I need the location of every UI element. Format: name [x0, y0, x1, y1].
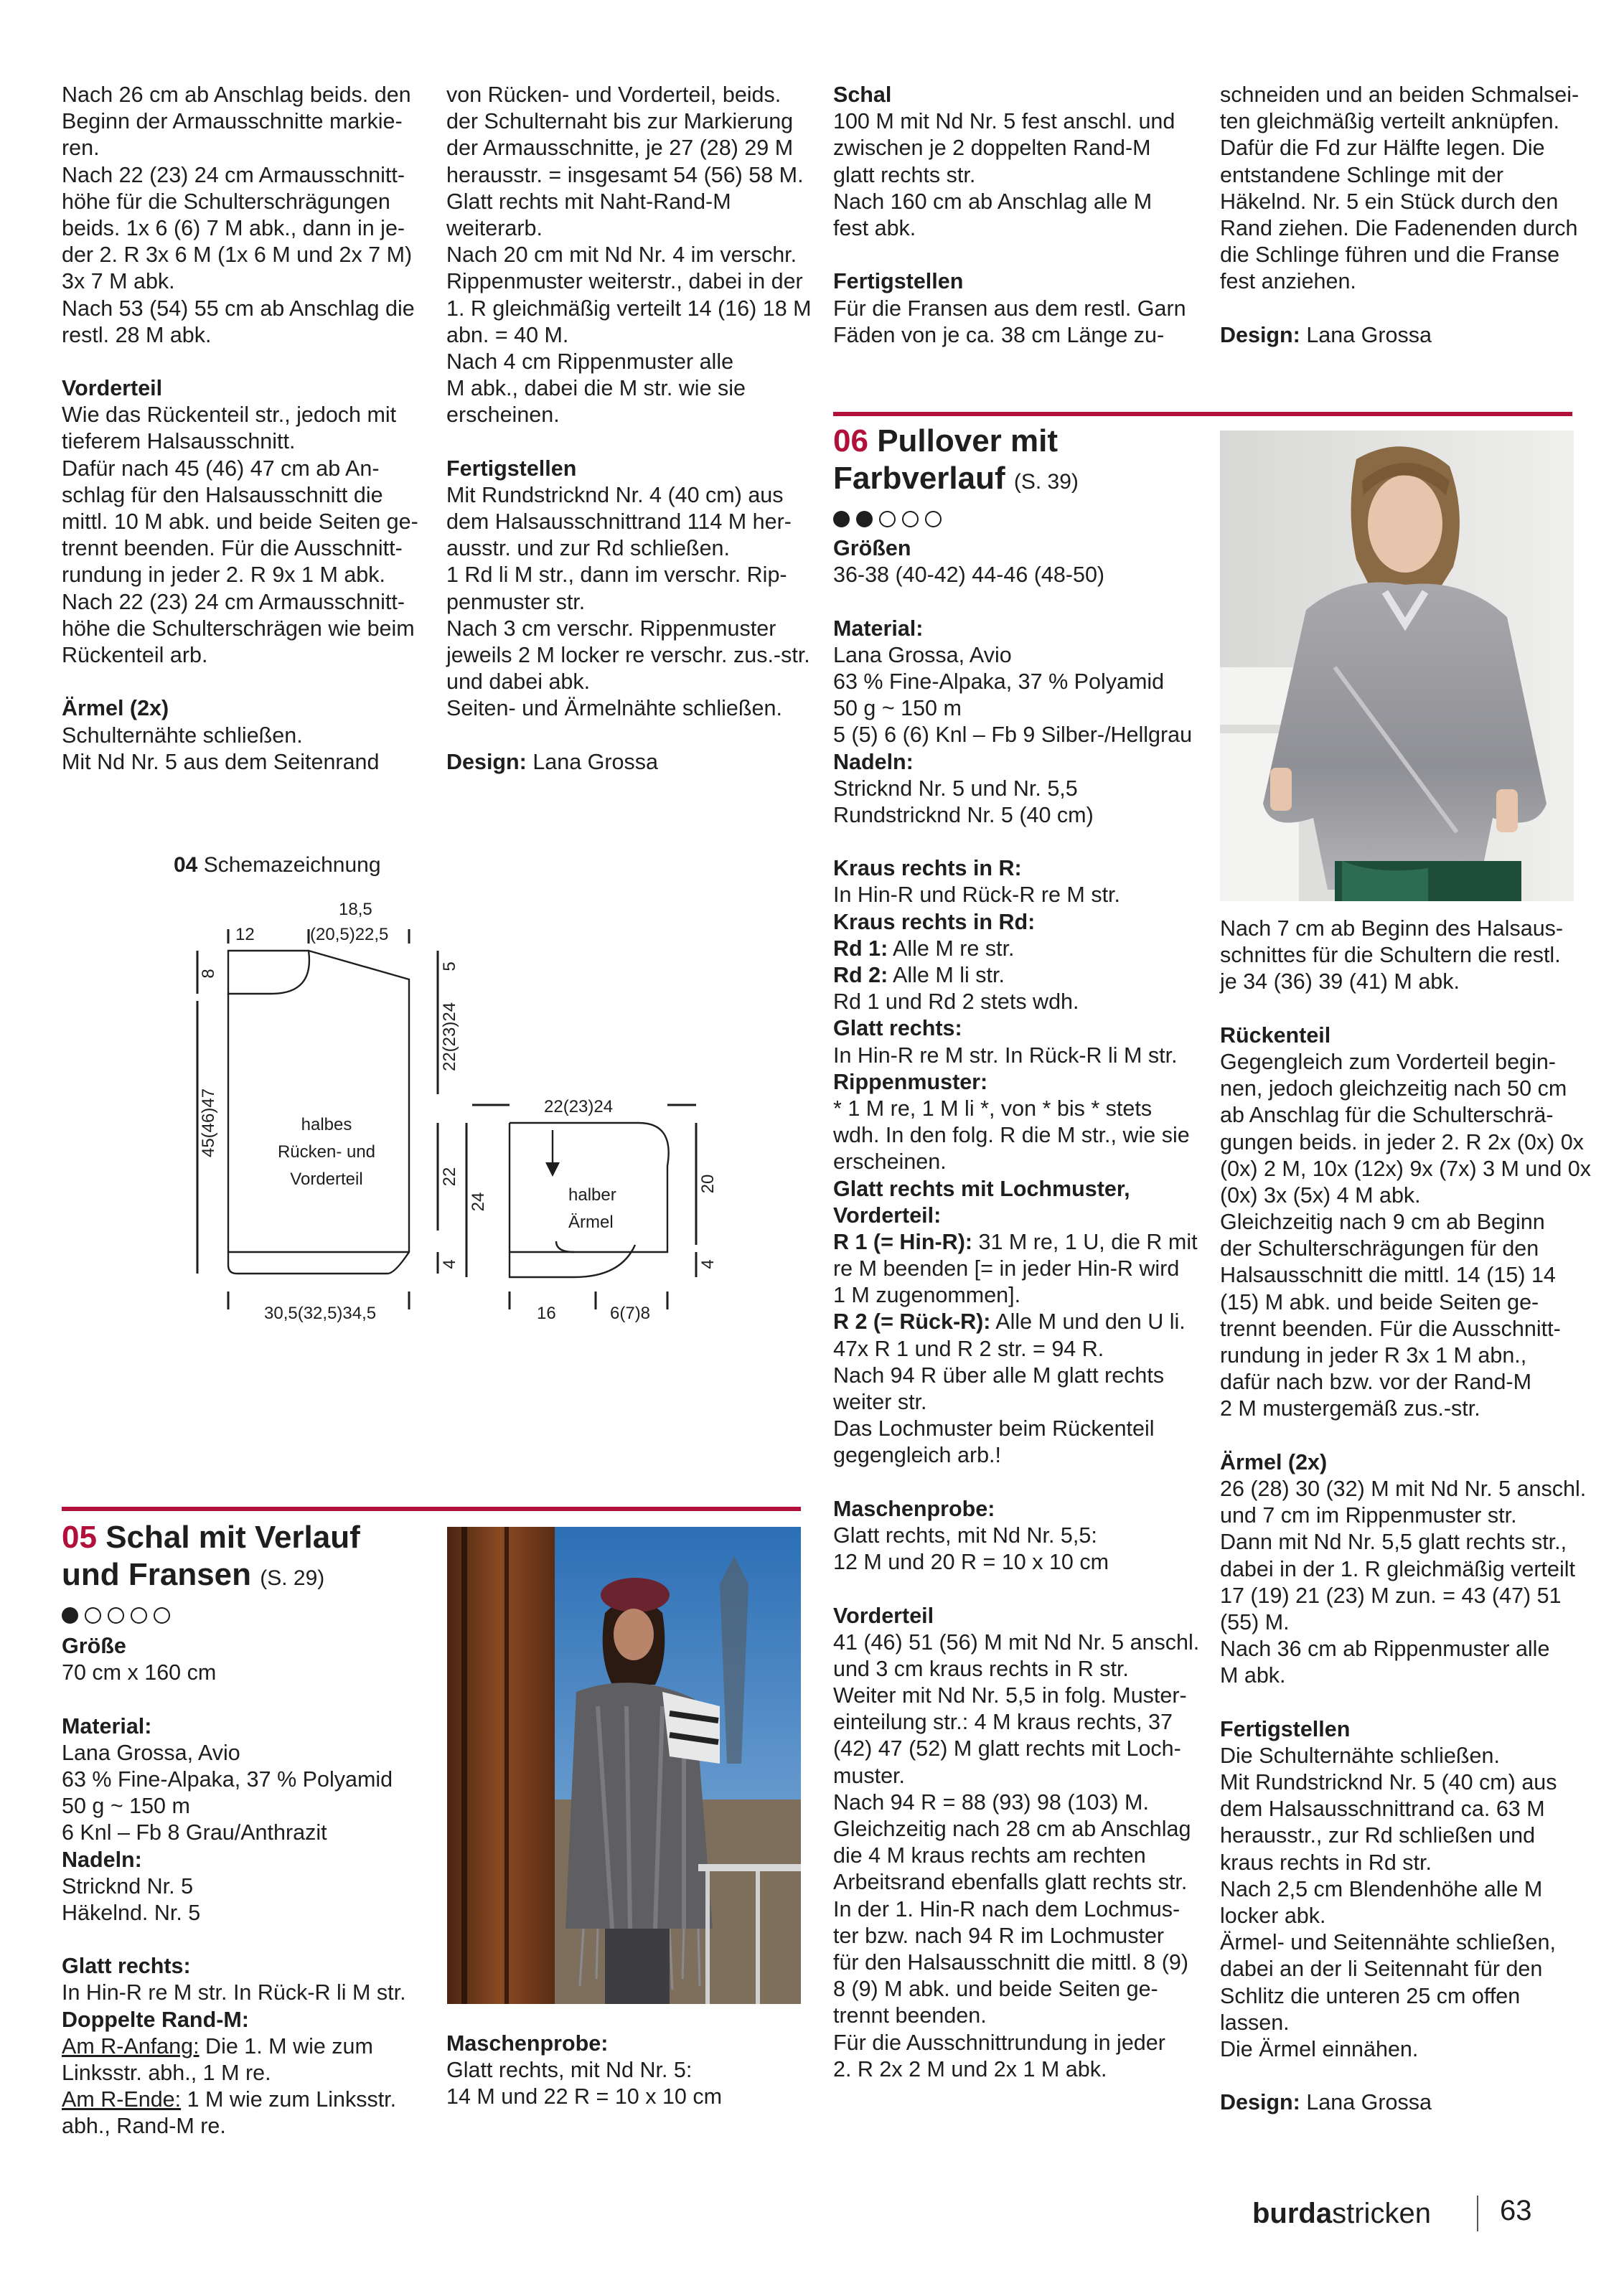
dim-sleeve-top: 22(23)24: [544, 1097, 614, 1116]
paragraph-gap: [446, 723, 812, 749]
section-06-title: 06 Pullover mit: [833, 423, 1059, 458]
text-line: zwischen je 2 doppelten Rand-M: [833, 136, 1151, 161]
text-line: In der 1. Hin-R nach dem Lochmus-: [833, 1896, 1181, 1921]
text-line: trennt beenden. Für die Ausschnitt-: [62, 536, 403, 561]
page-number: 63: [1500, 2195, 1532, 2226]
text-line: dafür nach bzw. vor der Rand-M: [1220, 1370, 1531, 1395]
dim-sleeve-rib: 4: [698, 1259, 718, 1269]
section-05-rule: [62, 1507, 801, 1511]
text-line: Für die Fransen aus dem restl. Garn: [833, 296, 1186, 321]
text-line: Für die Ausschnittrundung in jeder: [833, 2030, 1165, 2055]
text-line: locker abk.: [1220, 1903, 1326, 1928]
text-line: 2 M mustergemäß zus.-str.: [1220, 1396, 1480, 1421]
text-line: R 1 (= Hin-R): 31 M re, 1 U, die R mit: [833, 1229, 1198, 1254]
text-line: (15) M abk. und beide Seiten ge-: [1220, 1289, 1539, 1314]
difficulty-dot-empty: [131, 1607, 147, 1624]
text-line: In Hin-R re M str. In Rück-R li M str.: [833, 1043, 1178, 1068]
text-line: wdh. In den folg. R die M str., wie sie: [833, 1123, 1190, 1148]
body-label-1: halbes: [301, 1115, 352, 1134]
body-neck-cutout: [228, 951, 309, 994]
text-line: Rippenmuster weiterstr., dabei in der: [446, 269, 803, 294]
difficulty-dot-empty: [925, 511, 942, 527]
section-heading: Fertigstellen: [446, 456, 577, 481]
text-line: 3x 7 M abk.: [62, 269, 175, 294]
text-line: Mit Rundstricknd Nr. 4 (40 cm) aus: [446, 482, 784, 507]
text-line: Schlitz die unteren 25 cm offen: [1220, 1983, 1521, 2008]
difficulty-dot-filled: [833, 511, 850, 527]
text-line: Das Lochmuster beim Rückenteil: [833, 1416, 1155, 1441]
text-line: Glatt rechts, mit Nd Nr. 5:: [446, 2058, 693, 2083]
text-line: penmuster str.: [446, 589, 586, 614]
text-line: 6 Knl – Fb 8 Grau/Anthrazit: [62, 1820, 327, 1845]
difficulty-rating-06: [833, 511, 942, 527]
text-line: Design: Lana Grossa: [1220, 322, 1432, 347]
text-line: Stricknd Nr. 5: [62, 1873, 194, 1899]
section-heading: Ärmel (2x): [1220, 1449, 1328, 1474]
text-line: In Hin-R re M str. In Rück-R li M str.: [62, 1980, 406, 2005]
text-line: weiter str.: [833, 1390, 927, 1414]
text-line: je 34 (36) 39 (41) M abk.: [1220, 969, 1460, 994]
text-line: Nach 22 (23) 24 cm Armausschnitt-: [62, 589, 405, 614]
text-line: 63 % Fine-Alpaka, 37 % Polyamid: [833, 669, 1165, 694]
text-line: schneiden und an beiden Schmalsei-: [1220, 83, 1580, 107]
text-line: der Armausschnitte, je 27 (28) 29 M: [446, 136, 794, 161]
text-line: Mit Nd Nr. 5 aus dem Seitenrand: [62, 749, 380, 774]
text-line: Nach 94 R über alle M glatt rechts: [833, 1363, 1165, 1388]
text-line: Arbeitsrand ebenfalls glatt rechts str.: [833, 1870, 1188, 1895]
footer-separator: [1477, 2196, 1478, 2231]
text-line: Design: Lana Grossa: [1220, 2090, 1432, 2115]
sleeve-arrow-icon: [545, 1130, 560, 1177]
paragraph-gap: [1220, 996, 1591, 1022]
text-line: Stricknd Nr. 5 und Nr. 5,5: [833, 776, 1078, 801]
col1-text: [62, 82, 418, 776]
section-heading: Fertigstellen: [1220, 1716, 1351, 1741]
text-line: trennt beenden.: [833, 2003, 987, 2028]
text-line: Seiten- und Ärmelnähte schließen.: [446, 696, 782, 721]
text-line: höhe für die Schulterschrägungen: [62, 189, 390, 214]
difficulty-dot-filled: [856, 511, 873, 527]
paragraph-gap: [833, 1576, 1199, 1602]
text-line: die Schlinge führen und die Franse: [1220, 243, 1560, 268]
sleeve-label-2: Ärmel: [568, 1213, 614, 1232]
footer-brand: burdastricken: [1252, 2198, 1431, 2229]
dim-shoulder-top: 18,5: [339, 900, 372, 919]
text-line: dem Halsausschnittrand 114 M her-: [446, 509, 792, 534]
text-line: Lana Grossa, Avio: [833, 642, 1012, 667]
section-05-number: 05: [62, 1520, 97, 1555]
section-heading: Kraus rechts in R:: [833, 856, 1022, 881]
text-line: Nach 160 cm ab Anschlag alle M: [833, 189, 1153, 214]
text-line: erscheinen.: [833, 1149, 947, 1175]
col2-text: [446, 82, 812, 776]
diagram-number: 04: [174, 853, 198, 877]
difficulty-dot-empty: [85, 1607, 101, 1624]
text-line: M abk.: [1220, 1663, 1286, 1688]
text-line: Lana Grossa, Avio: [62, 1740, 240, 1765]
difficulty-dot-empty: [902, 511, 919, 527]
text-line: entstandene Schlinge mit der: [1220, 162, 1504, 187]
paragraph-gap: [833, 829, 1199, 855]
text-line: Weiter mit Nd Nr. 5,5 in folg. Muster-: [833, 1683, 1187, 1708]
text-line: Am R-Anfang: Die 1. M wie zum: [62, 2033, 373, 2059]
section-heading: Doppelte Rand-M:: [62, 2007, 249, 2032]
text-line: Nach 22 (23) 24 cm Armausschnitt-: [62, 162, 405, 187]
text-line: schlag für den Halsausschnitt die: [62, 482, 383, 507]
text-line: jeweils 2 M locker re verschr. zus.-str.: [446, 642, 810, 667]
text-line: Häkelnd. Nr. 5 ein Stück durch den: [1220, 189, 1559, 214]
section-heading: Material:: [62, 1713, 152, 1739]
text-line: (0x) 3x (5x) 4 M abk.: [1220, 1182, 1421, 1208]
dim-rib: 4: [440, 1259, 459, 1269]
text-line: von Rücken- und Vorderteil, beids.: [446, 83, 782, 107]
text-line: Linksstr. abh., 1 M re.: [62, 2061, 271, 2085]
text-line: beids. 1x 6 (6) 7 M abk., dann in je-: [62, 215, 405, 240]
text-line: (42) 47 (52) M glatt rechts mit Loch-: [833, 1736, 1181, 1761]
text-line: trennt beenden. Für die Ausschnitt-: [1220, 1316, 1561, 1341]
text-line: Die Schulternähte schließen.: [1220, 1743, 1500, 1768]
body-outline: [228, 951, 409, 1274]
text-line: * 1 M re, 1 M li *, von * bis * stets: [833, 1096, 1153, 1121]
section-heading: Fertigstellen: [833, 269, 964, 294]
body-label-3: Vorderteil: [290, 1170, 363, 1189]
paragraph-gap: [446, 428, 812, 455]
text-line: 12 M und 20 R = 10 x 10 cm: [833, 1550, 1109, 1575]
text-line: Nach 53 (54) 55 cm ab Anschlag die: [62, 296, 415, 321]
difficulty-dot-empty: [154, 1607, 170, 1624]
text-line: Dann mit Nd Nr. 5,5 glatt rechts str.,: [1220, 1530, 1567, 1555]
text-line: Rückenteil arb.: [62, 642, 208, 667]
difficulty-rating-05: [62, 1607, 170, 1624]
text-line: für den Halsausschnitt die mittl. 8 (9): [833, 1949, 1188, 1975]
text-line: rundung in jeder 2. R 9x 1 M abk.: [62, 563, 385, 588]
text-line: abh., Rand-M re.: [62, 2114, 226, 2139]
text-line: restl. 28 M abk.: [62, 322, 212, 347]
section-05-title-line2: und Fransen (S. 29): [62, 1557, 325, 1592]
text-line: und 3 cm kraus rechts in R str.: [833, 1656, 1129, 1681]
text-line: 17 (19) 21 (23) M zun. = 43 (47) 51: [1220, 1583, 1562, 1608]
text-line: Halsausschnitt die mittl. 14 (15) 14: [1220, 1263, 1556, 1288]
text-line: muster.: [833, 1763, 906, 1788]
text-line: Gleichzeitig nach 28 cm ab Anschlag: [833, 1817, 1191, 1841]
dim-body-length: 45(46)47: [199, 1088, 218, 1158]
section-heading: Vorderteil: [833, 1603, 934, 1628]
text-line: (0x) 2 M, 10x (12x) 9x (7x) 3 M und 0x: [1220, 1156, 1591, 1181]
text-line: 1. R gleichmäßig verteilt 14 (16) 18 M: [446, 296, 812, 321]
col4-top-text: [1220, 82, 1579, 349]
text-line: 100 M mit Nd Nr. 5 fest anschl. und: [833, 109, 1175, 134]
dim-sleeve-length: 24: [469, 1192, 488, 1212]
text-line: Rd 2: Alle M li str.: [833, 963, 1005, 987]
text-line: ten gleichmäßig verteilt anknüpfen.: [1220, 109, 1560, 134]
text-line: R 2 (= Rück-R): Alle M und den U li.: [833, 1309, 1186, 1335]
pullover-photo: [1220, 430, 1574, 901]
text-line: lassen.: [1220, 2010, 1290, 2035]
text-line: 2. R 2x 2 M und 2x 1 M abk.: [833, 2056, 1107, 2081]
text-line: Design: Lana Grossa: [446, 749, 658, 774]
paragraph-gap: [833, 588, 1199, 615]
dim-sleeve-side: 20: [698, 1174, 718, 1194]
text-line: einteilung str.: 4 M kraus rechts, 37: [833, 1710, 1173, 1735]
text-line: 63 % Fine-Alpaka, 37 % Polyamid: [62, 1766, 393, 1792]
text-line: weiterarb.: [446, 215, 543, 240]
text-line: der 2. R 3x 6 M (1x 6 M und 2x 7 M): [62, 243, 413, 268]
text-line: höhe die Schulterschrägen wie beim: [62, 616, 415, 641]
body-label-2: Rücken- und: [277, 1142, 376, 1162]
text-line: Häkelnd. Nr. 5: [62, 1900, 201, 1925]
section-heading: Vorderteil: [62, 376, 163, 401]
section-heading: Glatt rechts mit Lochmuster,: [833, 1176, 1130, 1201]
col1-bottom-text: [62, 1633, 406, 2140]
dim-sleeve-cap: 6(7)8: [610, 1304, 651, 1323]
section-heading: Nadeln:: [833, 749, 914, 774]
dim-side: 22: [440, 1167, 459, 1187]
section-heading: Glatt rechts:: [833, 1016, 962, 1041]
text-line: fest abk.: [833, 215, 916, 240]
text-line: re M beenden [= in jeder Hin-R wird: [833, 1256, 1180, 1281]
text-line: schnittes für die Schultern die restl.: [1220, 943, 1561, 968]
col3-top-text: [833, 82, 1186, 349]
text-line: 5 (5) 6 (6) Knl – Fb 9 Silber-/Hellgrau: [833, 723, 1193, 748]
text-line: der Schulternaht bis zur Markierung: [446, 109, 794, 134]
dim-neck-width: 12: [235, 925, 255, 944]
dim-shoulder-drop: 5: [440, 961, 459, 971]
schematic-diagram: [172, 886, 732, 1331]
text-line: dem Halsausschnittrand ca. 63 M: [1220, 1797, 1545, 1822]
text-line: rundung in jeder R 3x 1 M abn.,: [1220, 1343, 1527, 1368]
col2-bottom-text: [446, 2031, 722, 2111]
text-line: Nach 4 cm Rippenmuster alle: [446, 349, 734, 374]
scarf-photo: [447, 1527, 801, 2004]
paragraph-gap: [1220, 1689, 1591, 1716]
section-05-title: 05 Schal mit Verlauf: [62, 1520, 360, 1555]
text-line: Glatt rechts mit Naht-Rand-M: [446, 189, 731, 214]
text-line: Glatt rechts, mit Nd Nr. 5,5:: [833, 1523, 1097, 1548]
text-line: Am R-Ende: 1 M wie zum Linksstr.: [62, 2087, 397, 2112]
text-line: Nach 2,5 cm Blendenhöhe alle M: [1220, 1876, 1543, 1901]
paragraph-gap: [833, 242, 1186, 268]
text-line: und dabei abk.: [446, 669, 591, 695]
text-line: Mit Rundstricknd Nr. 5 (40 cm) aus: [1220, 1770, 1557, 1794]
difficulty-dot-empty: [879, 511, 896, 527]
difficulty-dot-filled: [62, 1607, 78, 1624]
scarf-photo-image: [447, 1527, 801, 2004]
paragraph-gap: [1220, 296, 1579, 322]
text-line: Nach 94 R = 88 (93) 98 (103) M.: [833, 1789, 1149, 1815]
text-line: der Schulterschrägungen für den: [1220, 1236, 1539, 1261]
text-line: Rundstricknd Nr. 5 (40 cm): [833, 802, 1094, 827]
paragraph-gap: [62, 349, 418, 375]
dim-shoulder-bottom: (20,5)22,5: [310, 925, 389, 944]
text-line: 26 (28) 30 (32) M mit Nd Nr. 5 anschl.: [1220, 1476, 1587, 1501]
text-line: ren.: [62, 136, 100, 161]
text-line: glatt rechts str.: [833, 162, 976, 187]
section-heading: Kraus rechts in Rd:: [833, 909, 1036, 934]
text-line: abn. = 40 M.: [446, 322, 569, 347]
paragraph-gap: [833, 1469, 1199, 1496]
text-line: dabei an der li Seitennaht für den: [1220, 1957, 1543, 1982]
text-line: Dafür die Fd zur Hälfte legen. Die: [1220, 136, 1545, 161]
text-line: 1 Rd li M str., dann im verschr. Rip-: [446, 563, 787, 588]
section-06-page-ref: (S. 39): [1013, 470, 1079, 494]
text-line: 14 M und 22 R = 10 x 10 cm: [446, 2084, 723, 2109]
section-heading: Rippenmuster:: [833, 1069, 988, 1094]
section-heading: Größen: [833, 536, 911, 560]
section-heading: Maschenprobe:: [446, 2031, 609, 2056]
sleeve-label-1: halber: [568, 1185, 616, 1205]
text-line: dabei in der 1. R gleichmäßig verteilt: [1220, 1556, 1576, 1581]
section-heading: Maschenprobe:: [833, 1496, 995, 1521]
text-line: erscheinen.: [446, 403, 560, 428]
paragraph-gap: [62, 1926, 406, 1953]
pullover-photo-image: [1220, 430, 1574, 901]
section-06-number: 06: [833, 423, 868, 458]
text-line: tieferem Halsausschnitt.: [62, 429, 296, 454]
section-heading: Schal: [833, 83, 892, 107]
text-line: herausstr., zur Rd schließen und: [1220, 1823, 1536, 1848]
text-line: 36-38 (40-42) 44-46 (48-50): [833, 563, 1105, 588]
paragraph-gap: [1220, 1423, 1591, 1449]
text-line: 50 g ~ 150 m: [833, 696, 962, 721]
section-06-title-line2: Farbverlauf (S. 39): [833, 461, 1079, 496]
text-line: 41 (46) 51 (56) M mit Nd Nr. 5 anschl.: [833, 1629, 1200, 1655]
dim-neck-depth: 8: [199, 969, 218, 979]
text-line: Gegengleich zum Vorderteil begin-: [1220, 1049, 1556, 1074]
dim-body-width: 30,5(32,5)34,5: [264, 1304, 377, 1323]
col4-main-text: [1220, 916, 1591, 2116]
text-line: mittl. 10 M abk. und beide Seiten ge-: [62, 509, 418, 534]
text-line: (55) M.: [1220, 1609, 1290, 1634]
text-line: Die Ärmel einnähen.: [1220, 2036, 1419, 2061]
dim-sleeve-width: 16: [537, 1304, 556, 1323]
text-line: Rd 1: Alle M re str.: [833, 936, 1015, 961]
section-heading: Rückenteil: [1220, 1022, 1331, 1048]
difficulty-dot-empty: [108, 1607, 124, 1624]
paragraph-gap: [62, 1686, 406, 1713]
text-line: 50 g ~ 150 m: [62, 1794, 190, 1819]
text-line: Wie das Rückenteil str., jedoch mit: [62, 403, 397, 428]
text-line: ausstr. und zur Rd schließen.: [446, 536, 730, 561]
text-line: ter bzw. nach 94 R im Lochmuster: [833, 1923, 1165, 1948]
section-06-rule: [833, 412, 1572, 416]
col3-main-text: [833, 535, 1199, 2083]
text-line: ab Anschlag für die Schulterschrä-: [1220, 1103, 1554, 1128]
section-heading: Ärmel (2x): [62, 696, 169, 721]
text-line: Nach 36 cm ab Rippenmuster alle: [1220, 1637, 1550, 1662]
text-line: Fäden von je ca. 38 cm Länge zu-: [833, 322, 1165, 347]
diagram-title: 04 Schemazeichnung: [174, 853, 381, 877]
text-line: In Hin-R und Rück-R re M str.: [833, 883, 1120, 908]
text-line: Beginn der Armausschnitte markie-: [62, 109, 403, 134]
text-line: 70 cm x 160 cm: [62, 1660, 217, 1685]
text-line: Rd 1 und Rd 2 stets wdh.: [833, 989, 1079, 1015]
text-line: 8 (9) M abk. und beide Seiten ge-: [833, 1977, 1158, 2002]
text-line: fest anziehen.: [1220, 269, 1356, 294]
section-heading: Glatt rechts:: [62, 1954, 191, 1979]
text-line: und 7 cm im Rippenmuster str.: [1220, 1503, 1517, 1528]
text-line: Schulternähte schließen.: [62, 723, 303, 748]
section-heading: Größe: [62, 1634, 126, 1658]
dim-armhole: 22(23)24: [440, 1002, 459, 1072]
text-line: gegengleich arb.!: [833, 1443, 1002, 1468]
text-line: Nach 20 cm mit Nd Nr. 4 im verschr.: [446, 243, 797, 268]
section-heading: Material:: [833, 616, 924, 641]
section-05-page-ref: (S. 29): [260, 1566, 325, 1590]
text-line: die 4 M kraus rechts am rechten: [833, 1843, 1146, 1868]
text-line: Nach 26 cm ab Anschlag beids. den: [62, 83, 411, 107]
text-line: Dafür nach 45 (46) 47 cm ab An-: [62, 456, 380, 481]
text-line: Ärmel- und Seitennähte schließen,: [1220, 1930, 1556, 1955]
section-heading: Nadeln:: [62, 1847, 142, 1872]
text-line: 47x R 1 und R 2 str. = 94 R.: [833, 1336, 1104, 1361]
text-line: Gleichzeitig nach 9 cm ab Beginn: [1220, 1210, 1545, 1235]
text-line: 1 M zugenommen].: [833, 1283, 1021, 1308]
paragraph-gap: [1220, 2063, 1591, 2089]
text-line: M abk., dabei die M str. wie sie: [446, 376, 746, 401]
section-heading: Vorderteil:: [833, 1203, 942, 1228]
text-line: Nach 7 cm ab Beginn des Halsaus-: [1220, 916, 1564, 941]
text-line: nen, jedoch gleichzeitig nach 50 cm: [1220, 1076, 1567, 1101]
paragraph-gap: [62, 669, 418, 695]
text-line: kraus rechts in Rd str.: [1220, 1850, 1432, 1875]
text-line: Nach 3 cm verschr. Rippenmuster: [446, 616, 776, 641]
text-line: Rand ziehen. Die Fadenenden durch: [1220, 215, 1578, 240]
text-line: gungen beids. in jeder 2. R 2x (0x) 0x: [1220, 1129, 1584, 1154]
text-line: herausstr. = insgesamt 54 (56) 58 M.: [446, 162, 804, 187]
